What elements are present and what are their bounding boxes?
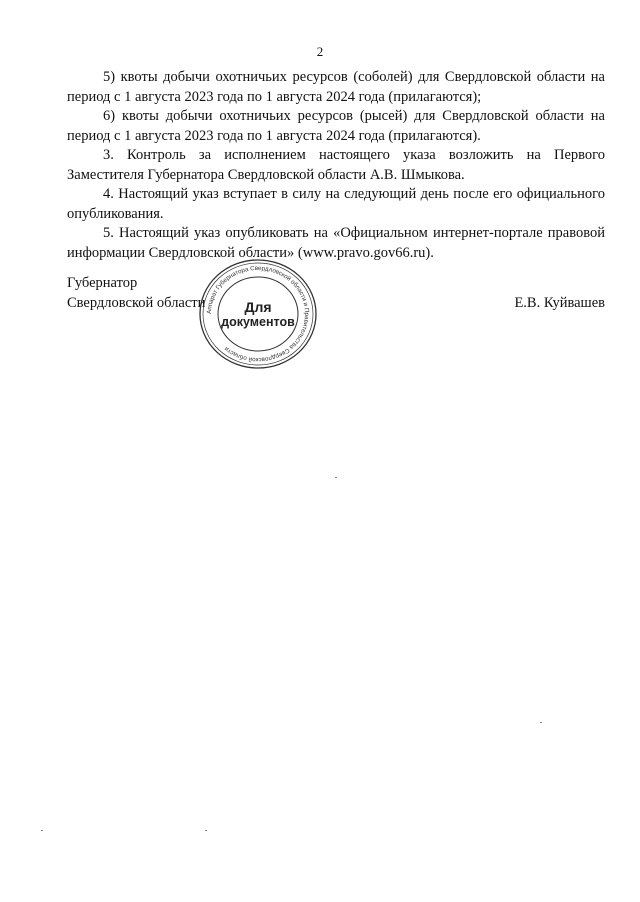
stamp-label-line2: документов bbox=[221, 314, 295, 329]
paragraph-quota-lynxes: 6) квоты добычи охотничьих ресурсов (рысей) для Свердловской области на период с 1 августа 2023 года по 1 августа 2024 года (прилагаются). bbox=[67, 108, 609, 144]
document-body bbox=[67, 68, 609, 263]
official-stamp bbox=[194, 258, 322, 370]
scan-speck bbox=[41, 830, 43, 831]
paragraph-entry-into-force: 4. Настоящий указ вступает в силу на следующий день после его официального опубликования. bbox=[67, 186, 609, 222]
paragraph-publication: 5. Настоящий указ опубликовать на «Официальном интернет-портале правовой информации Свердловской области» (www.pravo.gov66.ru). bbox=[67, 225, 609, 261]
signatory-title-line2: Свердловской области bbox=[67, 294, 206, 311]
signature-block bbox=[67, 274, 605, 314]
scan-speck bbox=[540, 722, 542, 723]
scan-speck bbox=[205, 830, 207, 831]
signatory-name: Е.В. Куйвашев bbox=[514, 294, 605, 311]
stamp-ring-text: Аппарат Губернатора Свердловской области и Правительства Свердловской области bbox=[205, 264, 311, 364]
stamp-label bbox=[194, 258, 322, 370]
signatory-title-line1: Губернатор bbox=[67, 275, 138, 291]
paragraph-control: 3. Контроль за исполнением настоящего указа возложить на Первого Заместителя Губернатора Свердловской области А.В. Шмыкова. bbox=[67, 147, 609, 183]
page-number: 2 bbox=[316, 44, 324, 59]
stamp-label-line1: Для bbox=[244, 298, 272, 315]
paragraph-quota-sables: 5) квоты добычи охотничьих ресурсов (соболей) для Свердловской области на период с 1 августа 2023 года по 1 августа 2024 года (прилагаются); bbox=[67, 69, 609, 105]
scan-speck bbox=[335, 477, 337, 478]
